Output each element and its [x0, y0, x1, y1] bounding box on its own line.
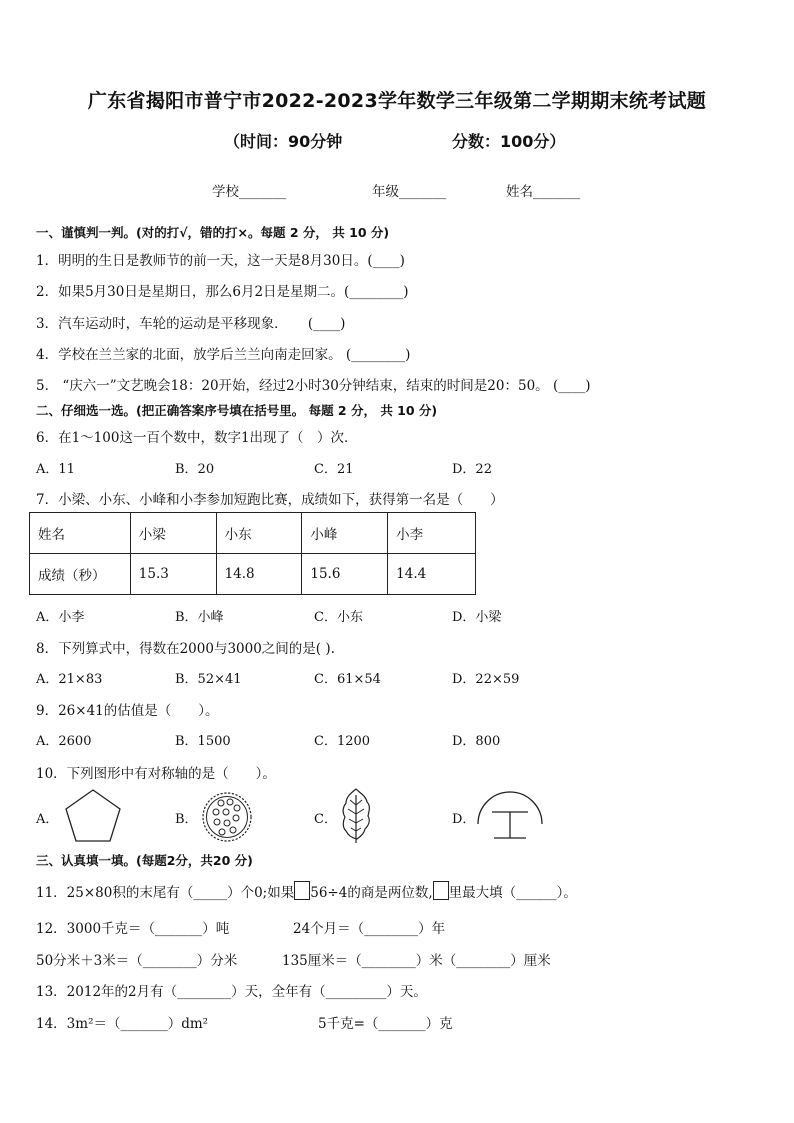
- page-title: 广东省揭阳市普宁市2022-2023学年数学三年级第二学期期末统考试题: [87, 90, 707, 112]
- cookie-figure: [200, 790, 254, 844]
- question-9: 9．26×41的估值是（ ）。: [36, 703, 219, 719]
- table-row: [30, 513, 476, 554]
- q6-option-b: B．20: [175, 462, 215, 477]
- question-2: 2．如果5月30日是星期日，那么6月2日是星期二。(________): [36, 284, 409, 300]
- question-1: 1．明明的生日是教师节的前一天，这一天是8月30日。(____): [36, 253, 405, 269]
- q6-option-d: D．22: [452, 462, 492, 477]
- question-12-line-2-right: 135厘米＝（________）米（________）厘米: [282, 953, 551, 969]
- question-14: 14．3m²＝（_______）dm²: [36, 1016, 209, 1032]
- q7-option-a: A．小李: [36, 610, 85, 625]
- q9-option-b: B．1500: [175, 734, 231, 749]
- table-cell: 14.8: [216, 554, 302, 595]
- table-cell: 姓名: [30, 513, 131, 554]
- section2-heading: 二、仔细选一选。(把正确答案序号填在括号里。 每题 2 分， 共 10 分): [36, 403, 438, 418]
- question-3: 3．汽车运动时，车轮的运动是平移现象． (____): [36, 316, 346, 332]
- q8-option-c: C．61×54: [314, 672, 381, 687]
- question-11: [36, 881, 577, 901]
- blank-box: [294, 881, 310, 900]
- question-5: 5． “庆六一”文艺晚会18：20开始，经过2小时30分钟结束，结束的时间是20：50。 (____): [36, 378, 591, 394]
- q9-option-d: D．800: [452, 734, 501, 749]
- table-cell: 小李: [388, 513, 476, 554]
- q6-option-a: A．11: [36, 462, 75, 477]
- q8-option-d: D．22×59: [452, 672, 520, 687]
- question-12-line-1-right: 24个月＝（________）年: [293, 921, 446, 937]
- q10-option-c: C．: [314, 812, 337, 827]
- arch-figure: [474, 788, 546, 844]
- question-8: 8．下列算式中，得数在2000与3000之间的是( ).: [36, 641, 335, 657]
- q7-option-d: D．小梁: [452, 610, 502, 625]
- table-cell: 小峰: [302, 513, 388, 554]
- table-cell: 15.6: [302, 554, 388, 595]
- table-cell: 小梁: [130, 513, 216, 554]
- name-field: 姓名_______: [506, 184, 581, 200]
- race-results-table: [29, 512, 476, 595]
- question-12-line-1: 12．3000千克＝（_______）吨: [36, 921, 230, 937]
- question-7: 7．小梁、小东、小峰和小李参加短跑比赛，成绩如下，获得第一名是（ ）: [36, 492, 504, 508]
- exam-score: 分数：100分）: [452, 132, 566, 151]
- question-13: 13．2012年的2月有（________）天，全年有（_________）天。: [36, 984, 427, 1000]
- exam-time: （时间：90分钟: [224, 132, 343, 151]
- table-cell: 小东: [216, 513, 302, 554]
- grade-field: 年级_______: [372, 184, 447, 200]
- q10-option-a: A．: [36, 812, 59, 827]
- q9-option-a: A．2600: [36, 734, 92, 749]
- blank-box: [433, 881, 449, 900]
- q9-option-c: C．1200: [314, 734, 371, 749]
- question-10: 10．下列图形中有对称轴的是（ ）。: [36, 766, 276, 782]
- table-cell: 15.3: [130, 554, 216, 595]
- question-14-right: 5千克=（_______）克: [318, 1016, 453, 1032]
- question-6: 6．在1～100这一百个数中，数字1出现了（ ）次．: [36, 430, 358, 446]
- question-12-line-2: 50分米＋3米＝（________）分米: [36, 953, 238, 969]
- question-4: 4．学校在兰兰家的北面，放学后兰兰向南走回家。 (________): [36, 347, 411, 363]
- table-cell: 14.4: [388, 554, 476, 595]
- q11-part-3: 里最大填（______）。: [448, 885, 577, 901]
- section1-heading: 一、谨慎判一判。(对的打√，错的打×。每题 2 分， 共 10 分): [36, 225, 390, 240]
- table-cell: 成绩（秒）: [30, 554, 131, 595]
- section3-heading: 三、认真填一填。(每题2分，共20 分): [36, 853, 253, 868]
- q11-part-2: 56÷4的商是两位数,: [310, 885, 433, 901]
- q7-option-c: C．小东: [314, 610, 363, 625]
- q6-option-c: C．21: [314, 462, 354, 477]
- pentagon-figure: [62, 787, 124, 845]
- table-row: [30, 554, 476, 595]
- q8-option-a: A．21×83: [36, 672, 103, 687]
- q10-option-b: B．: [175, 812, 198, 827]
- q10-option-d: D．: [452, 812, 476, 827]
- q11-part-1: 11．25×80积的末尾有（_____）个0;如果: [36, 885, 295, 901]
- q8-option-b: B．52×41: [175, 672, 242, 687]
- school-field: 学校_______: [212, 184, 287, 200]
- q7-option-b: B．小峰: [175, 610, 224, 625]
- leaf-figure: [340, 787, 372, 845]
